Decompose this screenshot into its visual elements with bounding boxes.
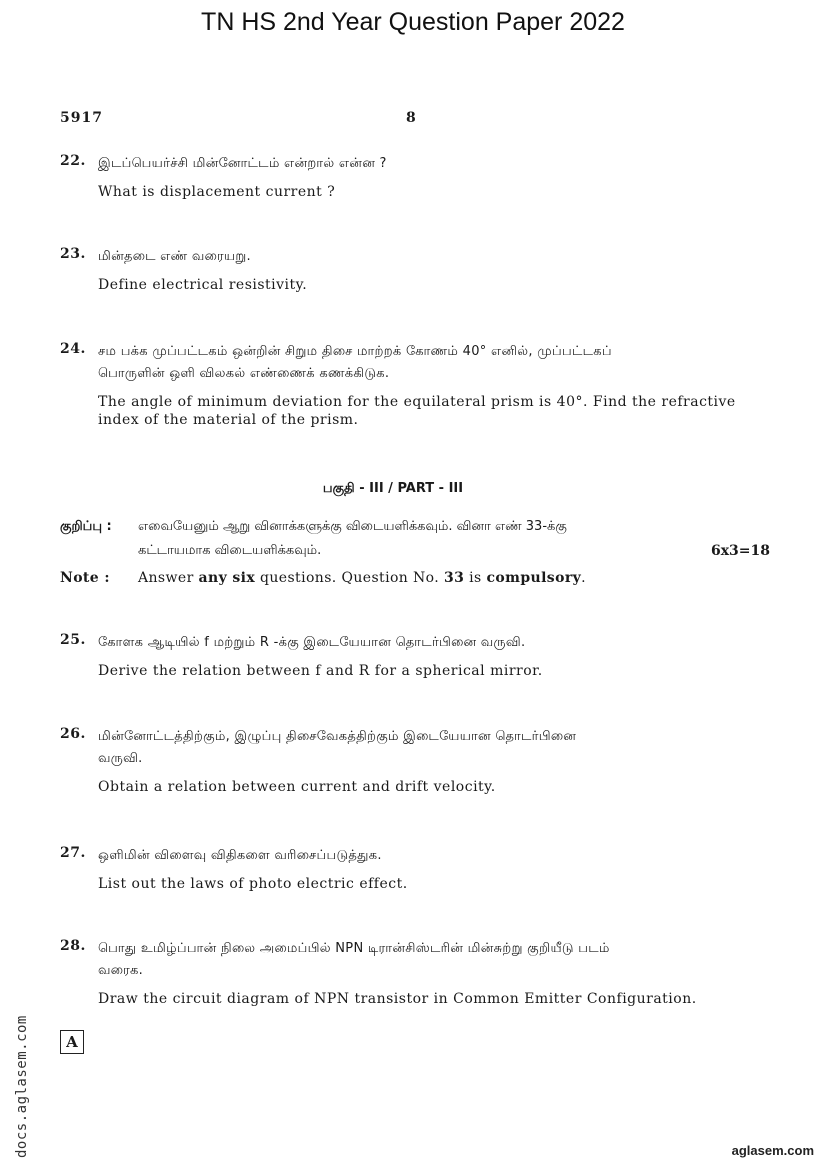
note-tamil-line-1: எவையேனும் ஆறு வினாக்களுக்கு விடையளிக்கவும். வினா எண் 33-க்கு: [138, 519, 567, 534]
paper-code: 5917: [60, 110, 103, 126]
question-number: 25.: [60, 632, 86, 648]
question-number: 28.: [60, 938, 86, 954]
question-english-text: Define electrical resistivity.: [98, 277, 308, 293]
question-english-text: The angle of minimum deviation for the equilateral prism is 40°. Find the refractive index of the material of the prism.: [98, 394, 736, 428]
question-tamil-text: சம பக்க முப்பட்டகம் ஒன்றின் சிறும திசை மாற்றக் கோணம் 40° எனில், முப்பட்டகப் பொருளின் ஒளி விலகல் எண்ணைக் கணக்கிடுக.: [98, 344, 612, 381]
question-28: [60, 938, 740, 1008]
question-tamil-text: கோளக ஆடியில் f மற்றும் R -க்கு இடையேயான தொடர்பினை வருவி.: [98, 635, 526, 650]
question-number: 23.: [60, 246, 86, 262]
question-25: [60, 632, 740, 680]
side-watermark: docs.aglasem.com: [14, 1015, 30, 1158]
question-22: [60, 153, 740, 201]
question-number: 26.: [60, 726, 86, 742]
question-number: 22.: [60, 153, 86, 169]
question-tamil-text: இடப்பெயர்ச்சி மின்னோட்டம் என்றால் என்ன ?: [98, 156, 387, 171]
question-english-text: Draw the circuit diagram of NPN transistor in Common Emitter Configuration.: [98, 991, 697, 1007]
question-tamil-text: பொது உமிழ்ப்பான் நிலை அமைப்பில் NPN டிரான்சிஸ்டரின் மின்சுற்று குறியீடு படம் வரைக.: [98, 941, 610, 978]
question-26: [60, 726, 740, 796]
part-title: பகுதி - III / PART - III: [322, 481, 464, 496]
question-23: [60, 246, 740, 294]
footer-brand: aglasem.com: [731, 1143, 814, 1158]
question-27: [60, 845, 740, 893]
question-english-text: List out the laws of photo electric effect.: [98, 876, 408, 892]
question-english-text: What is displacement current ?: [98, 184, 336, 200]
note-label: Note :: [60, 570, 110, 586]
question-tamil-text: மின்தடை எண் வரையறு.: [98, 249, 251, 264]
question-number: 24.: [60, 341, 86, 357]
note-tamil: [60, 515, 770, 563]
question-tamil-text: மின்னோட்டத்திற்கும், இழுப்பு திசைவேகத்திற்கும் இடையேயான தொடர்பினை வருவி.: [98, 729, 577, 766]
question-tamil-text: ஒளிமின் விளைவு விதிகளை வரிசைப்படுத்துக.: [98, 848, 382, 863]
version-box: A: [60, 1030, 84, 1054]
note-english: Note : Answer any six questions. Question No. 33 is compulsory.: [60, 570, 586, 586]
question-number: 27.: [60, 845, 86, 861]
note-tamil-label: குறிப்பு :: [60, 519, 112, 534]
question-english-text: Obtain a relation between current and drift velocity.: [98, 779, 496, 795]
page-number: 8: [406, 110, 416, 126]
question-english-text: Derive the relation between f and R for a spherical mirror.: [98, 663, 543, 679]
page-banner-title: TN HS 2nd Year Question Paper 2022: [201, 8, 625, 36]
question-24: [60, 341, 740, 429]
marks-scheme: 6x3=18: [710, 543, 770, 559]
note-tamil-line-2: கட்டாயமாக விடையளிக்கவும்.: [138, 543, 322, 558]
